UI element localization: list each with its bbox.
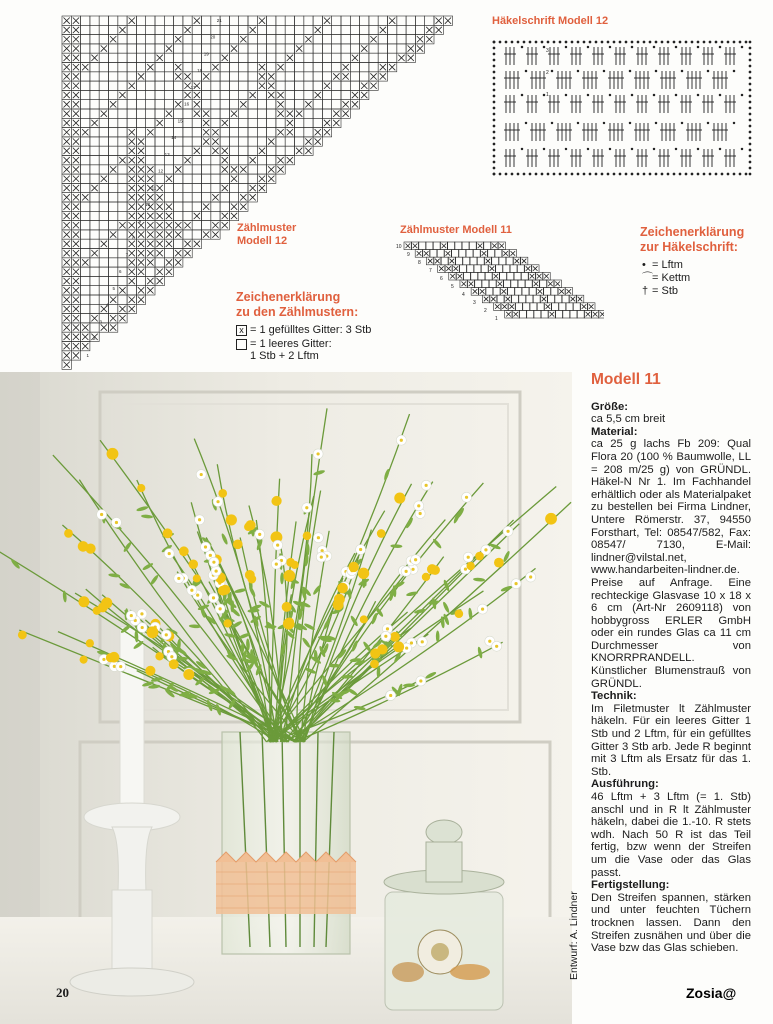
svg-text:1: 1 bbox=[546, 92, 549, 98]
svg-text:4: 4 bbox=[462, 292, 465, 298]
svg-text:18: 18 bbox=[197, 68, 203, 74]
svg-text:17: 17 bbox=[190, 84, 196, 90]
filled-grid-symbol-icon: x bbox=[236, 325, 247, 336]
section-heading: Technik: bbox=[591, 690, 637, 703]
svg-text:1: 1 bbox=[86, 352, 90, 358]
svg-text:5: 5 bbox=[112, 285, 116, 291]
svg-text:4: 4 bbox=[106, 302, 109, 308]
legend-stb-text: = Stb bbox=[652, 285, 678, 297]
svg-text:15: 15 bbox=[177, 118, 183, 124]
section-groesse bbox=[591, 401, 751, 426]
empty-grid-symbol-icon bbox=[236, 339, 247, 350]
page-number: 20 bbox=[56, 985, 69, 1000]
legend-empty-grid-text: = 1 leeres Gitter: 1 Stb + 2 Lftm bbox=[250, 338, 332, 362]
article-text bbox=[591, 372, 751, 955]
section-technik bbox=[591, 690, 751, 778]
slip-stitch-icon: ⌒ bbox=[642, 272, 653, 284]
svg-text:11: 11 bbox=[151, 185, 157, 191]
flower-vase-photo bbox=[0, 372, 572, 1024]
legend-stb bbox=[642, 285, 690, 298]
svg-text:2: 2 bbox=[93, 336, 96, 342]
svg-text:12: 12 bbox=[158, 168, 164, 174]
double-crochet-icon: † bbox=[642, 285, 649, 297]
svg-text:16: 16 bbox=[184, 101, 190, 107]
svg-text:9: 9 bbox=[407, 252, 410, 258]
svg-text:10: 10 bbox=[396, 244, 402, 250]
svg-text:8: 8 bbox=[418, 260, 421, 266]
zaehlmuster-modell12-title: Zählmuster Modell 12 bbox=[237, 222, 297, 247]
section-heading: Fertigstellung: bbox=[591, 879, 670, 892]
legend-filled-grid bbox=[236, 324, 371, 336]
design-credit: Entwurf: A. Lindner bbox=[568, 891, 580, 980]
section-body: 46 Lftm + 3 Lftm (= 1. Stb) anschl und in R lt Zählmuster häkeln, dabei die 1.-10. R stets wdh. Nach 50 R ist das Teil fertig, bzw wenn der Streifen um die Vase oder das Glas passt. bbox=[591, 791, 751, 879]
section-material bbox=[591, 426, 751, 690]
svg-text:2: 2 bbox=[546, 70, 549, 76]
section-heading: Material: bbox=[591, 425, 638, 438]
legend-kettm bbox=[642, 272, 690, 285]
svg-text:5: 5 bbox=[451, 284, 454, 290]
zaehlmuster-modell11-title: Zählmuster Modell 11 bbox=[400, 224, 512, 236]
legend-kettm-text: = Kettm bbox=[652, 272, 691, 284]
section-body: ca 5,5 cm breit bbox=[591, 413, 666, 426]
section-heading: Ausführung: bbox=[591, 778, 659, 791]
svg-text:2: 2 bbox=[484, 308, 487, 314]
section-fertigstellung bbox=[591, 879, 751, 955]
svg-text:6: 6 bbox=[119, 269, 122, 275]
svg-text:20: 20 bbox=[210, 34, 216, 40]
legend-lftm-text: = Lftm bbox=[652, 259, 683, 271]
svg-text:7: 7 bbox=[429, 268, 432, 274]
section-heading: Größe: bbox=[591, 400, 629, 413]
zaehlmuster-modell11-chart bbox=[394, 238, 604, 330]
svg-text:3: 3 bbox=[473, 300, 476, 306]
svg-text:3: 3 bbox=[99, 319, 103, 325]
section-ausfuehrung bbox=[591, 778, 751, 879]
svg-text:8: 8 bbox=[132, 235, 135, 241]
svg-text:13: 13 bbox=[164, 151, 170, 157]
svg-text:6: 6 bbox=[440, 276, 443, 282]
legend-lftm bbox=[642, 259, 690, 272]
svg-text:7: 7 bbox=[125, 252, 129, 258]
article-title: Modell 11 bbox=[591, 371, 661, 388]
svg-text:21: 21 bbox=[216, 18, 222, 23]
haekelschrift-title: Häkelschrift Modell 12 bbox=[492, 15, 609, 27]
svg-text:14: 14 bbox=[171, 135, 177, 141]
legend-filled-grid-text: = 1 gefülltes Gitter: 3 Stb bbox=[250, 324, 372, 336]
crochet-legend bbox=[642, 259, 690, 298]
svg-text:3: 3 bbox=[546, 48, 549, 54]
watermark: Zosia@ bbox=[686, 985, 737, 1001]
counting-legend bbox=[236, 324, 371, 364]
counting-legend-title: Zeichenerklärung zu den Zählmustern: bbox=[236, 290, 359, 319]
section-body: Im Filetmuster lt Zählmuster häkeln. Für ein leeres Gitter 1 Stb und 2 Lftm, für ein gefülltes Gitter 3 Stb arb. Jede R beginnt mit 3 Lftm als Ersatz für das 1. Stb. bbox=[591, 702, 751, 778]
haekelschrift-diagram bbox=[488, 34, 758, 182]
svg-text:19: 19 bbox=[203, 51, 209, 57]
svg-text:10: 10 bbox=[145, 202, 151, 208]
svg-text:9: 9 bbox=[138, 218, 142, 224]
section-body: ca 25 g lachs Fb 209: Qual Flora 20 (100 % Baumwolle, LL = 208 m/25 g) von GRÜNDL. Häkel-N Nr 1. Im Fachhandel erhältlich oder als Materialpaket zu bestellen bei Firma Lindner, Untere Römerstr. 37, 94550 Forsthart, Tel: 08547/582, Fax: 08547/ 7130, E-Mail: lindner@vilstal.net, www.handarbeiten-lindner.de. Preise auf Anfrage. Eine rechteckige Glasvase 10 x 18 x 6 cm (Art-Nr 2609118) von hobbygross ERLER GmbH oder ein rundes Glas ca 11 cm Durchmesser von KNORRPRANDELL. Künstlicher Blumenstrauß von GRÜNDL. bbox=[591, 438, 751, 690]
legend-empty-grid bbox=[236, 338, 371, 362]
chain-stitch-icon: • bbox=[642, 259, 646, 271]
crochet-legend-title: Zeichenerklärung zur Häkelschrift: bbox=[640, 225, 745, 254]
svg-text:1: 1 bbox=[495, 316, 498, 322]
section-body: Den Streifen spannen, stärken und unter feuchten Tüchern trocknen lassen. Dann den Streifen zusnähen und über die Vase bzw das Glas schieben. bbox=[591, 891, 751, 955]
